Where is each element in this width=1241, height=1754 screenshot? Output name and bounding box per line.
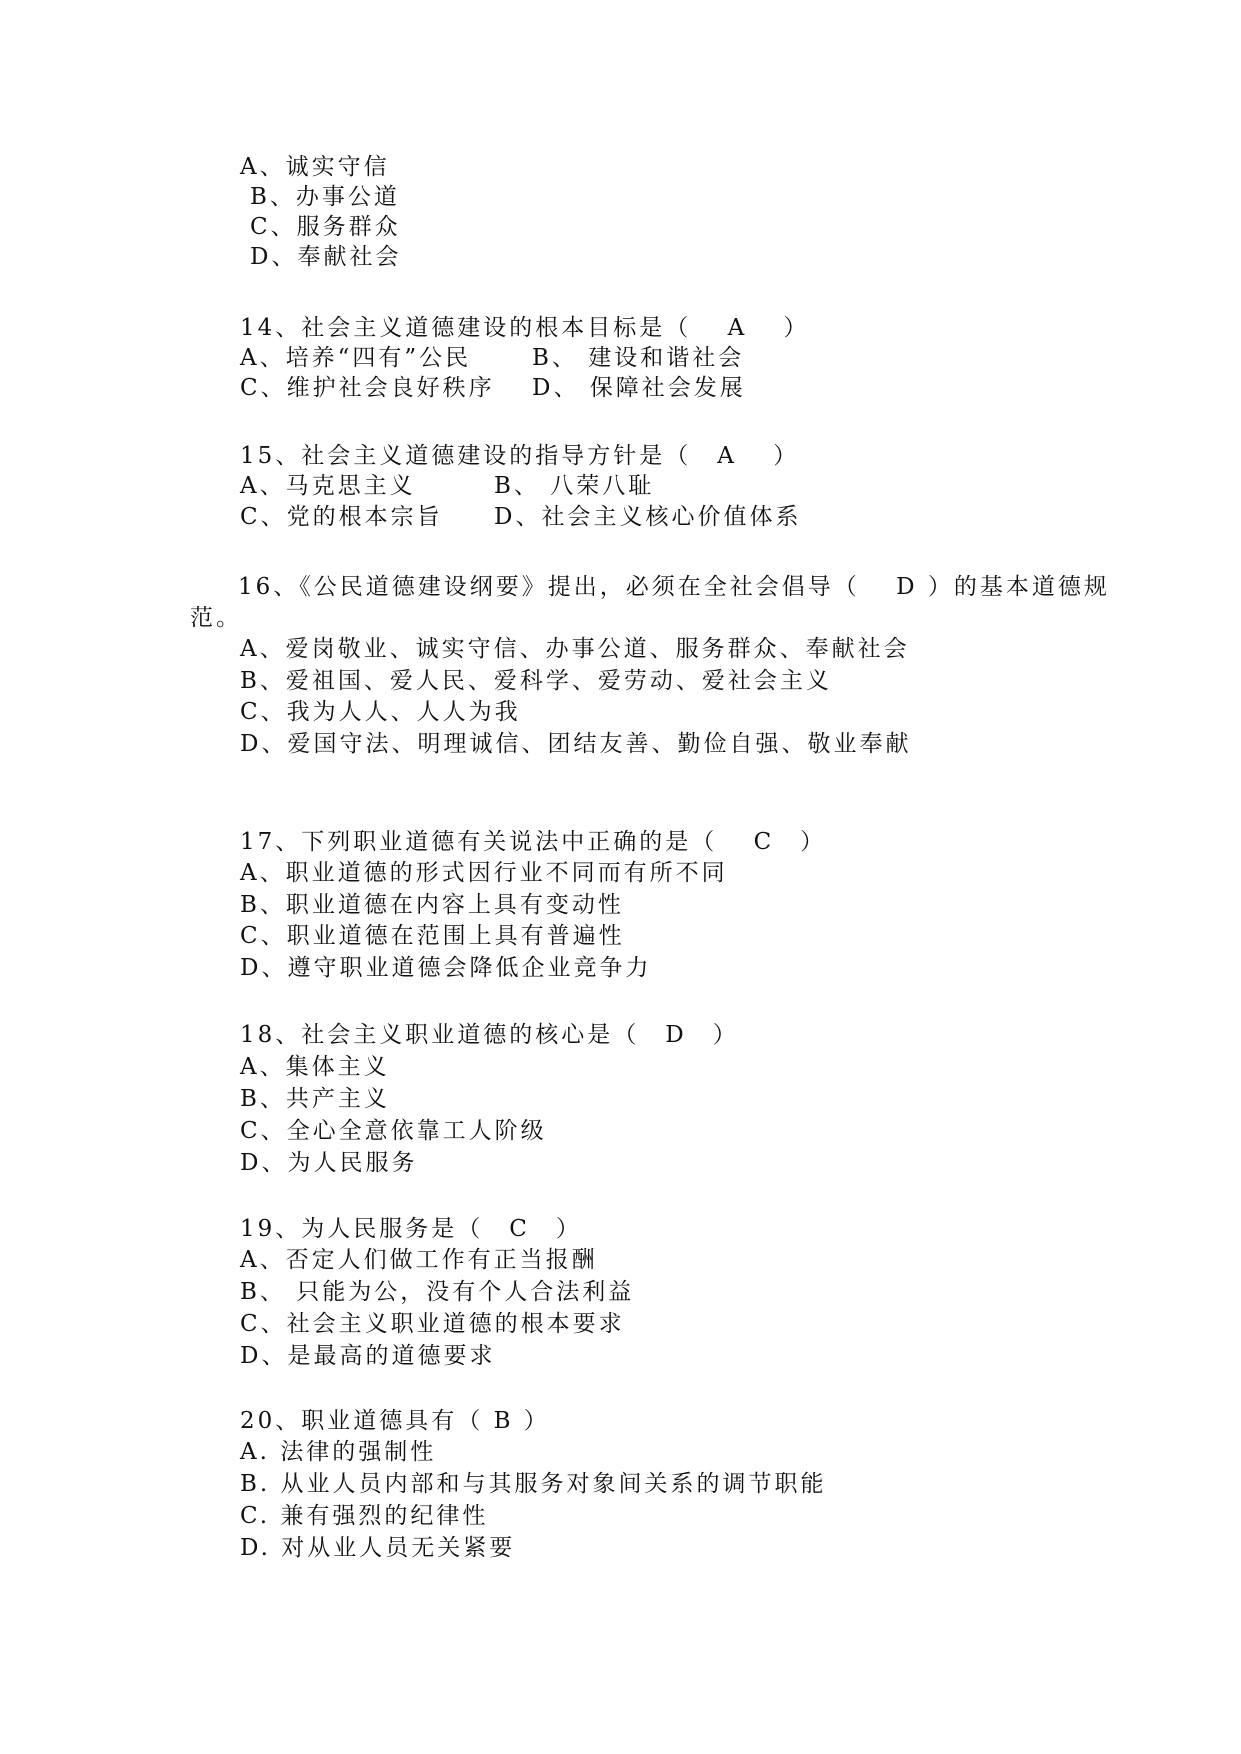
q18-option-d: D、为人民服务 <box>240 1150 418 1176</box>
q19-option-d: D、是最高的道德要求 <box>240 1343 496 1369</box>
q15-option-d: D、社会主义核心价值体系 <box>494 504 802 530</box>
q20-option-c: C. 兼有强烈的纪律性 <box>240 1503 489 1529</box>
q16-option-b: B、爱祖国、爱人民、爱科学、爱劳动、爱社会主义 <box>240 668 832 694</box>
q14-option-b: B、 建设和谐社会 <box>532 345 745 371</box>
q16-stem-line2: 范。 <box>190 605 242 631</box>
q14-option-a: A、培养“四有”公民 <box>240 345 472 371</box>
q13-option-d: D、奉献社会 <box>250 244 402 270</box>
q15-option-c: C、党的根本宗旨 <box>240 504 443 530</box>
q14-option-d: D、 保障社会发展 <box>532 375 746 401</box>
q17-option-a: A、职业道德的形式因行业不同而有所不同 <box>240 860 728 886</box>
q17-option-d: D、遵守职业道德会降低企业竞争力 <box>240 955 652 981</box>
q19-option-b: B、 只能为公，没有个人合法利益 <box>240 1279 635 1305</box>
q15-stem: 15、社会主义道德建设的指导方针是（ A ） <box>240 443 800 469</box>
q19-option-a: A、否定人们做工作有正当报酬 <box>240 1247 598 1273</box>
q19-stem: 19、为人民服务是（ C ） <box>240 1216 582 1242</box>
q14-stem: 14、社会主义道德建设的根本目标是（ A ） <box>240 315 810 341</box>
q16-stem-line1: 16、《公民道德建设纲要》提出，必须在全社会倡导（ D ）的基本道德规 <box>238 574 1110 600</box>
q20-stem: 20、职业道德具有（ B ） <box>240 1408 550 1434</box>
q18-stem: 18、社会主义职业道德的核心是（ D ） <box>240 1022 739 1048</box>
q14-option-c: C、维护社会良好秩序 <box>240 375 495 401</box>
q20-option-a: A. 法律的强制性 <box>240 1439 437 1465</box>
q13-option-c: C、服务群众 <box>250 214 401 240</box>
q13-option-b: B、办事公道 <box>250 184 400 210</box>
q18-option-a: A、集体主义 <box>240 1054 390 1080</box>
q15-option-b: B、 八荣八耻 <box>494 473 655 499</box>
q16-option-d: D、爱国守法、明理诚信、团结友善、勤俭自强、敬业奉献 <box>240 731 912 757</box>
q20-option-d: D. 对从业人员无关紧要 <box>240 1535 516 1561</box>
q15-option-a: A、马克思主义 <box>240 473 416 499</box>
q17-stem: 17、下列职业道德有关说法中正确的是（ C ） <box>240 829 827 855</box>
q17-option-b: B、职业道德在内容上具有变动性 <box>240 892 624 918</box>
q20-option-b: B. 从业人员内部和与其服务对象间关系的调节职能 <box>240 1471 827 1497</box>
q18-option-b: B、共产主义 <box>240 1086 390 1112</box>
q16-option-c: C、我为人人、人人为我 <box>240 699 521 725</box>
q13-option-a: A、诚实守信 <box>240 154 390 180</box>
q19-option-c: C、社会主义职业道德的根本要求 <box>240 1311 625 1337</box>
q17-option-c: C、职业道德在范围上具有普遍性 <box>240 923 625 949</box>
q16-option-a: A、爱岗敬业、诚实守信、办事公道、服务群众、奉献社会 <box>240 636 910 662</box>
q18-option-c: C、全心全意依靠工人阶级 <box>240 1118 547 1144</box>
